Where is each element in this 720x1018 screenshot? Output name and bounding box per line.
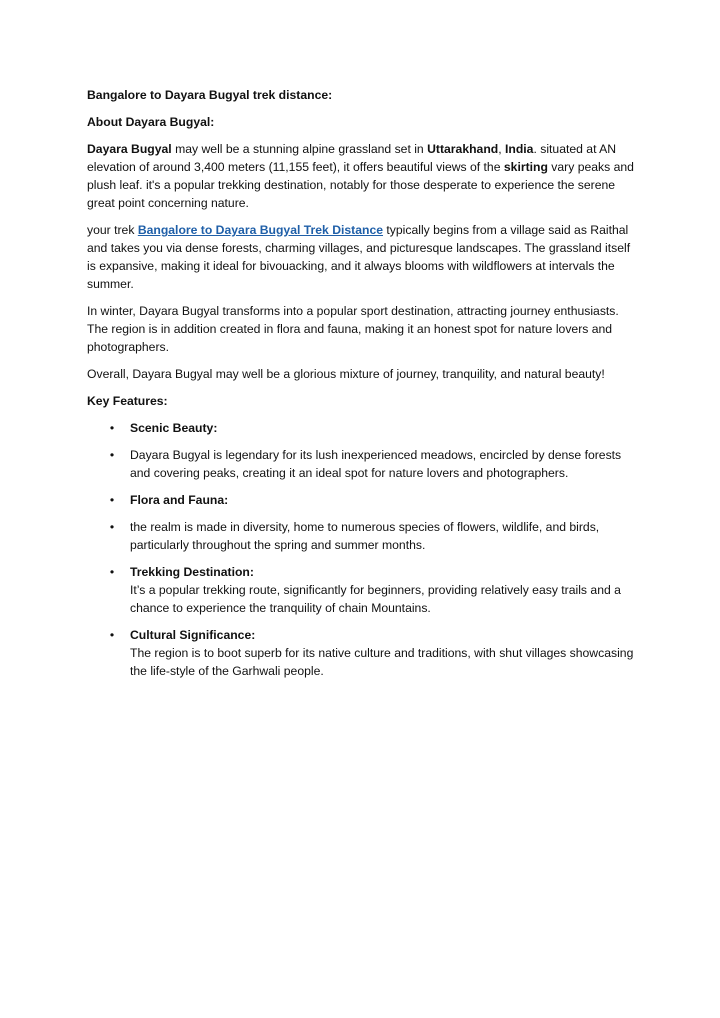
features-list [87, 419, 637, 680]
feature-body: Dayara Bugyal is legendary for its lush inexperienced meadows, encircled by dense forests and covering peaks, creating it an ideal spot for nature lovers and photographers. [130, 448, 622, 480]
list-item [87, 446, 637, 482]
trek-text-1: your trek [87, 223, 138, 237]
list-item [87, 563, 637, 617]
bullet-icon: • [109, 448, 115, 462]
feature-heading: Scenic Beauty: [130, 421, 218, 435]
feature-heading: Trekking Destination: [130, 565, 254, 579]
trek-distance-link[interactable]: Bangalore to Dayara Bugyal Trek Distance [137, 223, 384, 237]
bullet-icon: • [109, 421, 115, 435]
intro-text-3: . situated at AN elevation of around 3,400 meters (11,155 feet), it offers beautiful views of the [87, 142, 617, 174]
feature-heading: Cultural Significance: [130, 628, 256, 642]
trek-text-2: typically begins from a village said as Raithal and takes you via dense forests, charming villages, and picturesque landscapes. The grassland itself is expansive, making it ideal for bivouacking, and it always blooms with wildflowers at intervals the summer. [87, 223, 631, 291]
bullet-icon: • [109, 520, 115, 534]
list-item [87, 419, 637, 437]
bold-uttarakhand: Uttarakhand [427, 142, 499, 156]
about-heading: About Dayara Bugyal: [87, 115, 215, 129]
overall-paragraph: Overall, Dayara Bugyal may well be a glorious mixture of journey, tranquility, and natural beauty! [87, 367, 605, 381]
feature-body: The region is to boot superb for its native culture and traditions, with shut villages showcasing the life-style of the Garhwali people. [130, 646, 634, 678]
list-item [87, 518, 637, 554]
bold-skirting: skirting [503, 160, 548, 174]
bold-india: India [505, 142, 534, 156]
bold-dayara-bugyal: Dayara Bugyal [87, 142, 172, 156]
list-item [87, 491, 637, 509]
bullet-icon: • [109, 493, 115, 507]
intro-paragraph [87, 140, 637, 212]
feature-body: the realm is made in diversity, home to numerous species of flowers, wildlife, and birds, particularly throughout the spring and summer months. [130, 520, 600, 552]
intro-text-4: vary peaks and plush leaf. it's a popular trekking destination, notably for those desperate to experience the serene great point concerning nature. [87, 160, 634, 210]
document-title: Bangalore to Dayara Bugyal trek distance: [87, 88, 333, 102]
key-features-heading: Key Features: [87, 394, 168, 408]
document-content [87, 86, 637, 689]
bullet-icon: • [109, 628, 115, 642]
feature-body: It’s a popular trekking route, significantly for beginners, providing relatively easy trails and a chance to experience the tranquility of chain Mountains. [130, 583, 621, 615]
bullet-icon: • [109, 565, 115, 579]
feature-heading: Flora and Fauna: [130, 493, 229, 507]
list-item [87, 626, 637, 680]
trek-paragraph [87, 221, 637, 293]
intro-text-1: may well be a stunning alpine grassland set in [171, 142, 428, 156]
winter-paragraph: In winter, Dayara Bugyal transforms into a popular sport destination, attracting journey enthusiasts. The region is in addition created in flora and fauna, making it an honest spot for nature lovers and photographers. [87, 304, 619, 354]
intro-text-2: , [498, 142, 505, 156]
